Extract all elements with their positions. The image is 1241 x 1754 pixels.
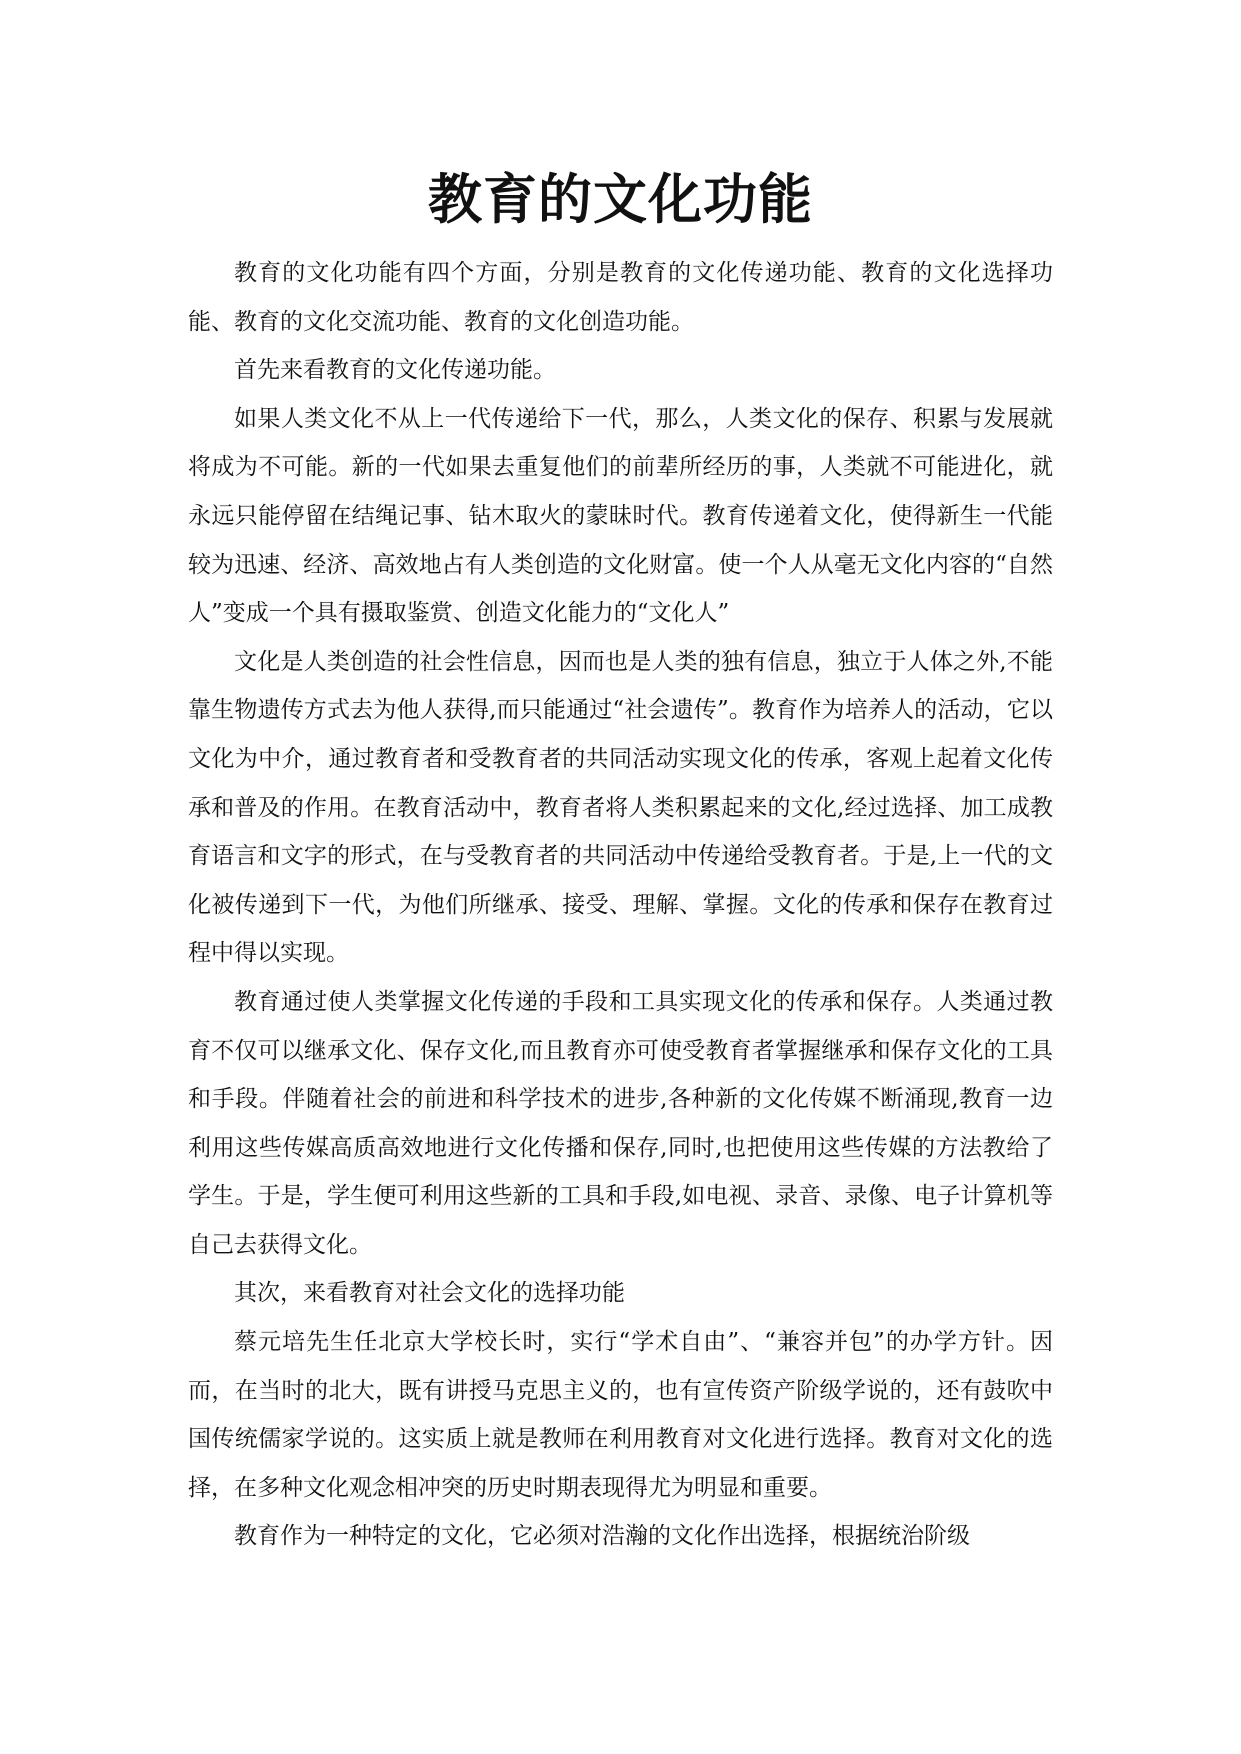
paragraph: 教育作为一种特定的文化，它必须对浩瀚的文化作出选择，根据统治阶级 [234, 1523, 970, 1550]
paragraph: 首先来看教育的文化传递功能。 [234, 357, 556, 384]
document-body [188, 249, 1053, 1561]
paragraph: 蔡元培先生任北京大学校长时，实行“学术自由”、“兼容并包”的办学方针。因而，在当时的北大，既有讲授马克思主义的，也有宣传资产阶级学说的，还有鼓吹中国传统儒家学说的。这实质上就是教师在利用教育对文化进行选择。教育对文化的选择，在多种文化观念相冲突的历史时期表现得尤为明显和重要。 [188, 1329, 1053, 1501]
paragraph: 其次，来看教育对社会文化的选择功能 [234, 1280, 625, 1307]
document-title: 教育的文化功能 [428, 168, 813, 231]
paragraph: 教育通过使人类掌握文化传递的手段和工具实现文化的传承和保存。人类通过教育不仅可以继承文化、保存文化,而且教育亦可使受教育者掌握继承和保存文化的工具和手段。伴随着社会的前进和科学技术的进步,各种新的文化传媒不断涌现,教育一边利用这些传媒高质高效地进行文化传播和保存,同时,也把使用这些传媒的方法教给了学生。于是，学生便可利用这些新的工具和手段,如电视、录音、录像、电子计算机等自己去获得文化。 [188, 988, 1053, 1258]
paragraph: 教育的文化功能有四个方面，分别是教育的文化传递功能、教育的文化选择功能、教育的文化交流功能、教育的文化创造功能。 [188, 260, 1053, 335]
paragraph: 如果人类文化不从上一代传递给下一代，那么，人类文化的保存、积累与发展就将成为不可能。新的一代如果去重复他们的前辈所经历的事，人类就不可能进化，就永远只能停留在结绳记事、钻木取火的蒙昧时代。教育传递着文化，使得新生一代能较为迅速、经济、高效地占有人类创造的文化财富。使一个人从毫无文化内容的“自然人”变成一个具有摄取鉴赏、创造文化能力的“文化人” [188, 405, 1053, 627]
paragraph: 文化是人类创造的社会性信息，因而也是人类的独有信息，独立于人体之外,不能靠生物遗传方式去为他人获得,而只能通过“社会遗传”。教育作为培养人的活动，它以文化为中介，通过教育者和受教育者的共同活动实现文化的传承，客观上起着文化传承和普及的作用。在教育活动中，教育者将人类积累起来的文化,经过选择、加工成教育语言和文字的形式，在与受教育者的共同活动中传递给受教育者。于是,上一代的文化被传递到下一代，为他们所继承、接受、理解、掌握。文化的传承和保存在教育过程中得以实现。 [188, 648, 1053, 967]
